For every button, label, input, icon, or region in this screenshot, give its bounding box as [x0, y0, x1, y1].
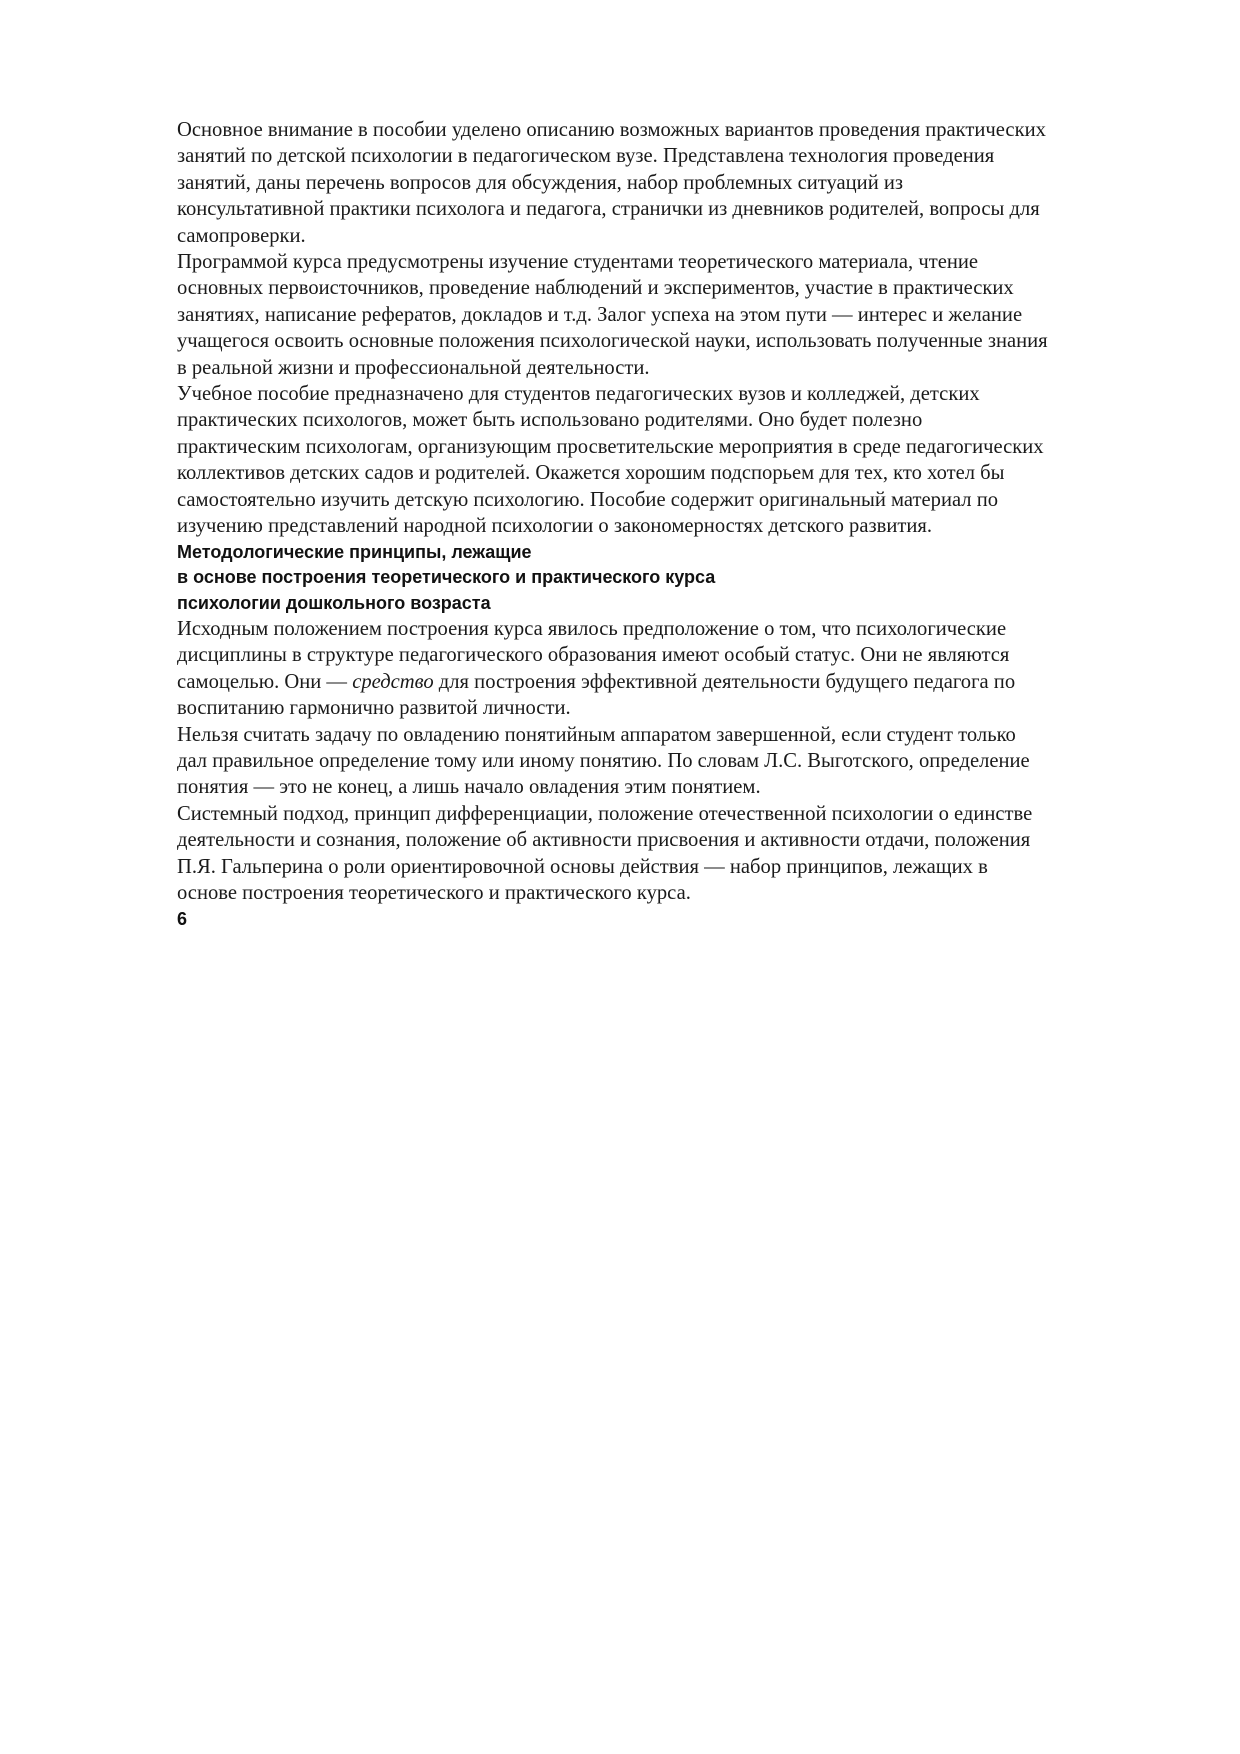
- text-line: Нельзя считать задачу по овладению понятийным аппаратом завершенной, если студент только: [177, 723, 1016, 746]
- text-line: деятельности и сознания, положение об активности присвоения и активности отдачи, положения: [177, 829, 1031, 852]
- text-line: занятий, даны перечень вопросов для обсуждения, набор проблемных ситуаций из: [177, 171, 904, 194]
- text-line: учащегося освоить основные положения психологической науки, использовать полученные знания: [177, 330, 1048, 353]
- section-heading: [177, 540, 1162, 617]
- text-fragment: самоцелью. Они —: [177, 670, 353, 693]
- italic-emphasis: средство: [352, 670, 434, 693]
- intro-paragraph-3: [177, 381, 1162, 539]
- text-line: в реальной жизни и профессиональной деятельности.: [177, 356, 650, 379]
- section-paragraph-1: [177, 616, 1162, 722]
- section-paragraph-3: [177, 801, 1162, 907]
- text-line: консультативной практики психолога и педагога, странички из дневников родителей, вопросы для: [177, 198, 1040, 221]
- text-line: занятий по детской психологии в педагогическом вузе. Представлена технология проведения: [177, 145, 995, 168]
- page-content: [177, 117, 1162, 932]
- text-line: самостоятельно изучить детскую психологию. Пособие содержит оригинальный материал по: [177, 488, 999, 511]
- text-line: самопроверки.: [177, 224, 306, 247]
- text-line: практическим психологам, организующим просветительские мероприятия в среде педагогических: [177, 435, 1044, 458]
- heading-line: в основе построения теоретического и практического курса: [177, 567, 716, 587]
- text-line: [177, 669, 1162, 695]
- text-line: П.Я. Гальперина о роли ориентировочной основы действия — набор принципов, лежащих в: [177, 855, 988, 878]
- text-line: основе построения теоретического и практического курса.: [177, 882, 691, 905]
- text-line: понятия — это не конец, а лишь начало овладения этим понятием.: [177, 776, 761, 799]
- text-line: Программой курса предусмотрены изучение студентами теоретического материала, чтение: [177, 251, 979, 274]
- intro-paragraph-1: [177, 117, 1162, 249]
- intro-paragraph-2: [177, 249, 1162, 381]
- text-line: Основное внимание в пособии уделено описанию возможных вариантов проведения практических: [177, 119, 1046, 141]
- text-line: Исходным положением построения курса явилось предположение о том, что психологические: [177, 618, 1007, 640]
- text-line: дал правильное определение тому или иному понятию. По словам Л.С. Выготского, определение: [177, 750, 1030, 773]
- text-line: дисциплины в структуре педагогического образования имеют особый статус. Они не являются: [177, 644, 1010, 667]
- text-line: изучению представлений народной психологии о закономерностях детского развития.: [177, 515, 933, 538]
- text-line: практических психологов, может быть использовано родителями. Оно будет полезно: [177, 409, 923, 432]
- text-fragment: для построения эффективной деятельности будущего педагога по: [433, 670, 1016, 693]
- text-line: Учебное пособие предназначено для студентов педагогических вузов и колледжей, детских: [177, 383, 980, 406]
- text-line: коллективов детских садов и родителей. Окажется хорошим подспорьем для тех, кто хотел бы: [177, 462, 1005, 485]
- page-number: 6: [177, 909, 188, 930]
- heading-line: психологии дошкольного возраста: [177, 592, 491, 613]
- text-line: основных первоисточников, проведение наблюдений и экспериментов, участие в практических: [177, 277, 1014, 300]
- text-line: Системный подход, принцип дифференциации, положение отечественной психологии о единстве: [177, 802, 1033, 825]
- text-line: занятиях, написание рефератов, докладов и т.д. Залог успеха на этом пути — интерес и желание: [177, 303, 1023, 326]
- heading-line: Методологические принципы, лежащие: [177, 541, 532, 562]
- section-paragraph-2: [177, 722, 1162, 801]
- text-line: воспитанию гармонично развитой личности.: [177, 697, 571, 720]
